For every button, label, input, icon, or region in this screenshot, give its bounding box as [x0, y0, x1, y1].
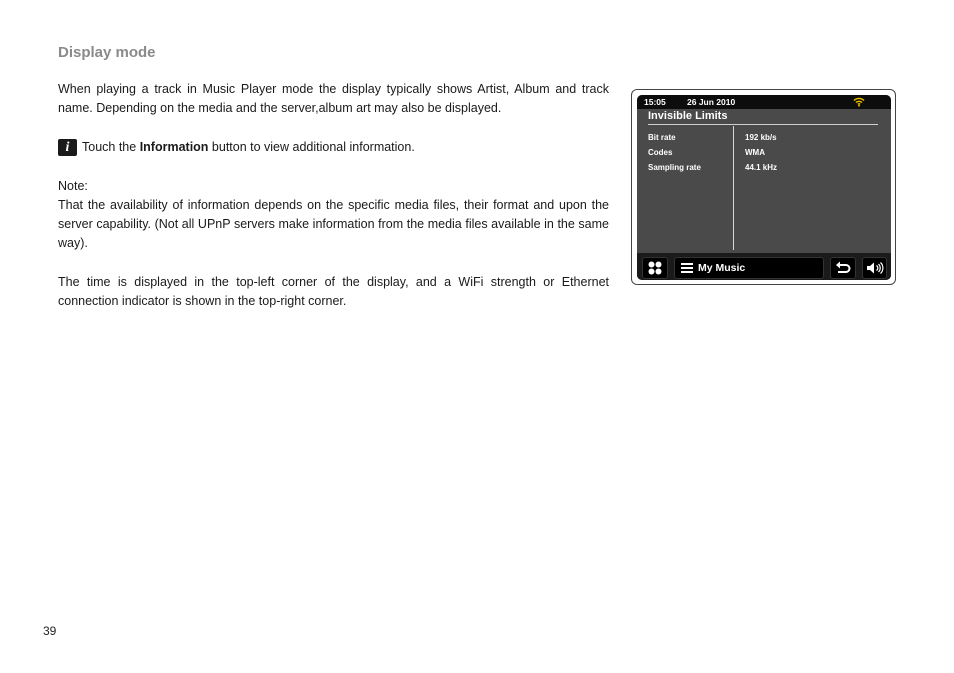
- info-value: 192 kb/s: [745, 133, 777, 142]
- status-time: 15:05: [644, 97, 666, 107]
- time-paragraph: The time is displayed in the top-left corner of the display, and a WiFi strength or Ethernet connection indicator is shown in the top-right corner.: [58, 275, 609, 308]
- page-number: 39: [43, 624, 57, 638]
- info-icon: i: [58, 139, 77, 156]
- track-title: Invisible Limits: [648, 110, 728, 122]
- info-instruction: [58, 138, 609, 157]
- column-divider: [733, 126, 734, 250]
- volume-icon: [866, 261, 884, 275]
- volume-button[interactable]: [862, 257, 887, 279]
- back-button[interactable]: [830, 257, 856, 279]
- device-screen: [637, 95, 891, 280]
- device-display: [631, 89, 896, 285]
- info-bold: Information: [139, 140, 209, 154]
- back-icon: [835, 261, 851, 275]
- info-prefix: Touch the: [82, 140, 140, 154]
- intro-paragraph: When playing a track in Music Player mode the display typically shows Artist, Album and track name. Depending on the media and the server,album art may also be displayed.: [58, 82, 609, 115]
- section-heading: Display mode: [58, 44, 156, 61]
- bottom-toolbar: [637, 253, 891, 280]
- note-paragraph: That the availability of information depends on the specific media files, their format and upon the server capability. (Not all UPnP servers make information from the media files available in the same way).: [58, 198, 609, 250]
- info-label: Codes: [648, 148, 673, 157]
- home-icon: [647, 260, 663, 276]
- menu-icon: [681, 262, 693, 274]
- my-music-button[interactable]: [674, 257, 824, 279]
- info-value: 44.1 kHz: [745, 163, 778, 172]
- menu-label: My Music: [698, 262, 746, 274]
- status-date: 26 Jun 2010: [687, 97, 736, 107]
- wifi-icon: [853, 96, 865, 107]
- status-bar: [637, 95, 891, 109]
- home-button[interactable]: [642, 257, 668, 279]
- info-label: Bit rate: [648, 133, 676, 142]
- info-value: WMA: [745, 148, 765, 157]
- info-label: Sampling rate: [648, 163, 701, 172]
- info-suffix: button to view additional information.: [208, 140, 415, 154]
- title-underline: [648, 124, 878, 125]
- note-label: Note:: [58, 179, 88, 193]
